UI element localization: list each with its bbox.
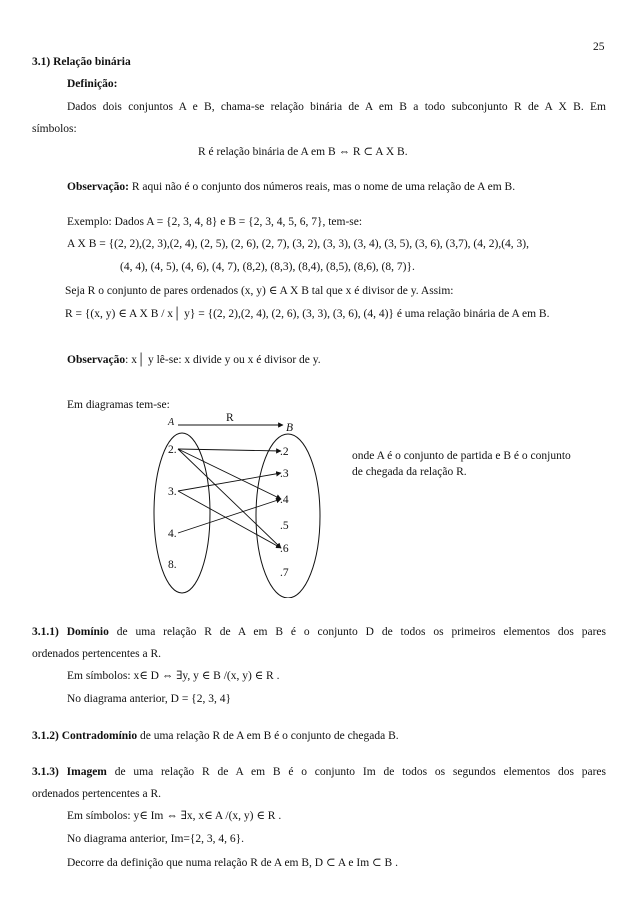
diagram-note-line-1: onde A é o conjunto de partida e B é o conjunto xyxy=(352,450,571,462)
relation-pair-arrow xyxy=(178,449,281,451)
codomain-heading: 3.1.2) Contradomínio xyxy=(32,730,138,742)
observation-2-label: Observação xyxy=(67,354,126,366)
set-a-element: 3. xyxy=(168,486,177,498)
relation-pair-arrow xyxy=(178,499,281,533)
set-b-element: .5 xyxy=(280,520,289,532)
diagram-note-line-2: de chegada da relação R. xyxy=(352,466,467,478)
set-b-element: .4 xyxy=(280,494,289,506)
example-product-line-2: (4, 4), (4, 5), (4, 6), (4, 7), (8,2), (8,3), (8,4), (8,5), (8,6), (8, 7)}. xyxy=(120,261,415,273)
relation-set: R = {(x, y) ∈ A X B / x│ y} = {(2, 2),(2, 4), (2, 6), (3, 3), (3, 6), (4, 4)} é uma relação binária de A em B. xyxy=(65,308,550,320)
domain-heading: 3.1.1) Domínio xyxy=(32,626,109,638)
domain-line-1 xyxy=(32,625,606,639)
image-line-1 xyxy=(32,765,606,779)
relation-diagram xyxy=(150,408,350,598)
image-heading: 3.1.3) Imagem xyxy=(32,766,107,778)
relation-pair-arrow xyxy=(178,491,281,548)
observation-1 xyxy=(67,180,515,194)
set-a-element: 4. xyxy=(168,528,177,540)
set-b-element: .6 xyxy=(280,543,289,555)
relation-pair-arrow xyxy=(178,473,281,491)
codomain-line xyxy=(32,729,399,743)
relation-pair-arrow xyxy=(178,449,281,548)
definition-heading: Definição: xyxy=(67,78,118,90)
domain-text-line-2: ordenados pertencentes a R. xyxy=(32,648,162,660)
set-b-element: .2 xyxy=(280,446,289,458)
diagram-intro: Em diagramas tem-se: xyxy=(67,399,170,411)
set-b-element: .7 xyxy=(280,567,289,579)
domain-example: No diagrama anterior, D = {2, 3, 4} xyxy=(67,693,231,705)
example-intro: Exemplo: Dados A = {2, 3, 4, 8} e B = {2, 3, 4, 5, 6, 7}, tem-se: xyxy=(67,216,363,228)
example-product-line-1: A X B = {(2, 2),(2, 3),(2, 4), (2, 5), (2, 6), (2, 7), (3, 2), (3, 3), (3, 4), (3, 5), (3, 6), (3,7), (4, 2),(4, 3), xyxy=(67,238,530,250)
domain-text-line-1: de uma relação R de A em B é o conjunto D de todos os primeiros elementos dos pares xyxy=(108,626,607,638)
set-a-element: 8. xyxy=(168,559,177,571)
domain-symbols: Em símbolos: x∈ D ⇔ ∃y, y ∈ B /(x, y) ∈ R . xyxy=(67,670,280,682)
definition-formula: R é relação binária de A em B ⇔ R ⊂ A X B. xyxy=(198,146,408,158)
image-text-line-1: de uma relação R de A em B é o conjunto Im de todos os segundos elementos dos pares xyxy=(106,766,606,778)
observation-1-text: R aqui não é o conjunto dos números reais, mas o nome de uma relação de A em B. xyxy=(131,181,516,193)
image-text-line-2: ordenados pertencentes a R. xyxy=(32,788,162,800)
definition-line-1: Dados dois conjuntos A e B, chama-se relação binária de A em B a todo subconjunto R de A X B. Em xyxy=(67,101,606,113)
definition-line-2: símbolos: xyxy=(32,123,77,135)
observation-2 xyxy=(67,353,321,367)
relation-r-label: R xyxy=(226,412,234,424)
observation-1-label: Observação: xyxy=(67,181,129,193)
page-number: 25 xyxy=(593,41,605,53)
image-example: No diagrama anterior, Im={2, 3, 4, 6}. xyxy=(67,833,245,845)
set-a-ellipse xyxy=(154,433,210,593)
set-b-element: .3 xyxy=(280,468,289,480)
observation-2-text: : x│ y lê-se: x divide y ou x é divisor de y. xyxy=(125,354,321,366)
set-a-label: A xyxy=(168,417,175,428)
set-a-element: 2. xyxy=(168,444,177,456)
section-title: 3.1) Relação binária xyxy=(32,56,131,68)
codomain-text: de uma relação R de A em B é o conjunto de chegada B. xyxy=(137,730,399,742)
image-symbols: Em símbolos: y∈ Im ⇔ ∃x, x∈ A /(x, y) ∈ R . xyxy=(67,810,282,822)
set-b-label: B xyxy=(286,422,294,434)
conclusion: Decorre da definição que numa relação R de A em B, D ⊂ A e Im ⊂ B . xyxy=(67,857,398,869)
relation-definition: Seja R o conjunto de pares ordenados (x, y) ∈ A X B tal que x é divisor de y. Assim: xyxy=(65,285,454,297)
